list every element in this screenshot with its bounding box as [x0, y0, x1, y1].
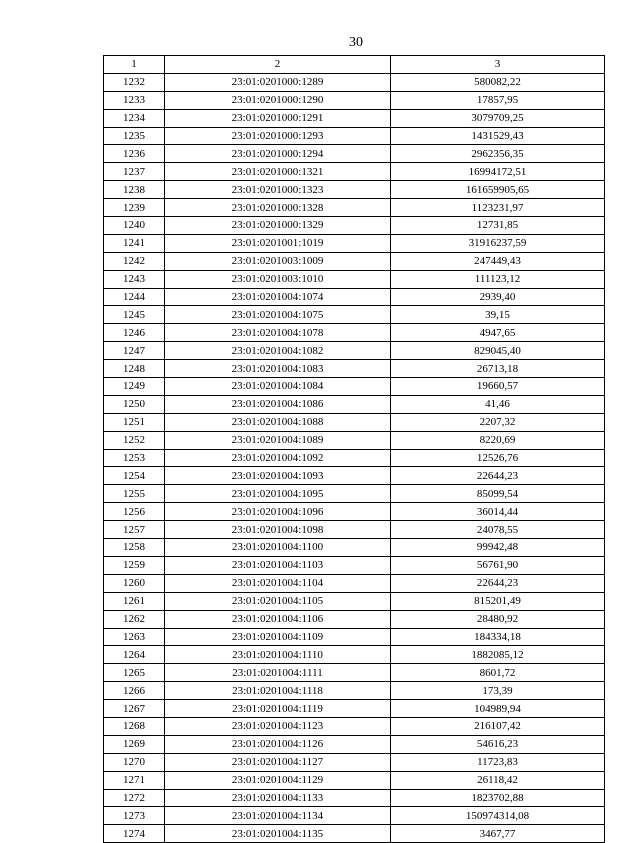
row-number-cell: 1272: [104, 789, 165, 807]
value-cell: 12526,76: [391, 449, 605, 467]
table-row: [104, 270, 605, 288]
table-row: [104, 342, 605, 360]
value-cell: 173,39: [391, 682, 605, 700]
value-cell: 216107,42: [391, 717, 605, 735]
table-row: [104, 324, 605, 342]
row-number-cell: 1273: [104, 807, 165, 825]
table-row: [104, 378, 605, 396]
page-number: 30: [349, 35, 363, 50]
cadastral-number-cell: 23:01:0201000:1323: [165, 181, 391, 199]
value-cell: 26713,18: [391, 360, 605, 378]
table-row: [104, 127, 605, 145]
table-row: [104, 521, 605, 539]
row-number-cell: 1251: [104, 413, 165, 431]
row-number-cell: 1243: [104, 270, 165, 288]
value-cell: 19660,57: [391, 378, 605, 396]
column-header: 1: [104, 56, 165, 74]
table-row: [104, 449, 605, 467]
table-row: [104, 431, 605, 449]
table-row: [104, 592, 605, 610]
value-cell: 41,46: [391, 395, 605, 413]
column-header: 2: [165, 56, 391, 74]
table-header-row: [104, 56, 605, 74]
cadastral-number-cell: 23:01:0201004:1078: [165, 324, 391, 342]
value-cell: 12731,85: [391, 217, 605, 235]
cadastral-number-cell: 23:01:0201000:1291: [165, 109, 391, 127]
value-cell: 580082,22: [391, 73, 605, 91]
value-cell: 829045,40: [391, 342, 605, 360]
table-row: [104, 807, 605, 825]
cadastral-number-cell: 23:01:0201000:1321: [165, 163, 391, 181]
row-number-cell: 1250: [104, 395, 165, 413]
table-row: [104, 91, 605, 109]
cadastral-number-cell: 23:01:0201004:1133: [165, 789, 391, 807]
value-cell: 22644,23: [391, 574, 605, 592]
table-row: [104, 664, 605, 682]
table-row: [104, 539, 605, 557]
value-cell: 39,15: [391, 306, 605, 324]
cadastral-number-cell: 23:01:0201004:1089: [165, 431, 391, 449]
row-number-cell: 1254: [104, 467, 165, 485]
row-number-cell: 1238: [104, 181, 165, 199]
value-cell: 8220,69: [391, 431, 605, 449]
value-cell: 31916237,59: [391, 234, 605, 252]
row-number-cell: 1233: [104, 91, 165, 109]
cadastral-number-cell: 23:01:0201004:1118: [165, 682, 391, 700]
row-number-cell: 1252: [104, 431, 165, 449]
cadastral-number-cell: 23:01:0201004:1074: [165, 288, 391, 306]
value-cell: 111123,12: [391, 270, 605, 288]
value-cell: 1823702,88: [391, 789, 605, 807]
value-cell: 16994172,51: [391, 163, 605, 181]
cadastral-number-cell: 23:01:0201004:1135: [165, 825, 391, 843]
table-row: [104, 646, 605, 664]
value-cell: 184334,18: [391, 628, 605, 646]
table-row: [104, 395, 605, 413]
row-number-cell: 1261: [104, 592, 165, 610]
value-cell: 247449,43: [391, 252, 605, 270]
value-cell: 56761,90: [391, 556, 605, 574]
cadastral-number-cell: 23:01:0201000:1329: [165, 217, 391, 235]
cadastral-number-cell: 23:01:0201004:1095: [165, 485, 391, 503]
table-row: [104, 825, 605, 843]
table-row: [104, 252, 605, 270]
cadastral-number-cell: 23:01:0201004:1082: [165, 342, 391, 360]
table-body: [104, 73, 605, 842]
value-cell: 150974314,08: [391, 807, 605, 825]
row-number-cell: 1258: [104, 539, 165, 557]
cadastral-number-cell: 23:01:0201000:1328: [165, 199, 391, 217]
table-row: [104, 503, 605, 521]
row-number-cell: 1269: [104, 735, 165, 753]
row-number-cell: 1232: [104, 73, 165, 91]
row-number-cell: 1267: [104, 700, 165, 718]
value-cell: 2962356,35: [391, 145, 605, 163]
value-cell: 36014,44: [391, 503, 605, 521]
table-row: [104, 413, 605, 431]
row-number-cell: 1257: [104, 521, 165, 539]
table-row: [104, 717, 605, 735]
value-cell: 28480,92: [391, 610, 605, 628]
table-row: [104, 163, 605, 181]
row-number-cell: 1244: [104, 288, 165, 306]
cadastral-number-cell: 23:01:0201003:1010: [165, 270, 391, 288]
cadastral-number-cell: 23:01:0201004:1127: [165, 753, 391, 771]
cadastral-number-cell: 23:01:0201000:1293: [165, 127, 391, 145]
table-row: [104, 306, 605, 324]
row-number-cell: 1245: [104, 306, 165, 324]
table-row: [104, 288, 605, 306]
cadastral-number-cell: 23:01:0201004:1110: [165, 646, 391, 664]
value-cell: 54616,23: [391, 735, 605, 753]
table-row: [104, 628, 605, 646]
value-cell: 11723,83: [391, 753, 605, 771]
cadastral-number-cell: 23:01:0201004:1106: [165, 610, 391, 628]
row-number-cell: 1242: [104, 252, 165, 270]
table-row: [104, 467, 605, 485]
table-row: [104, 145, 605, 163]
row-number-cell: 1264: [104, 646, 165, 664]
value-cell: 104989,94: [391, 700, 605, 718]
table-row: [104, 610, 605, 628]
cadastral-number-cell: 23:01:0201001:1019: [165, 234, 391, 252]
table-row: [104, 181, 605, 199]
value-cell: 22644,23: [391, 467, 605, 485]
cadastral-number-cell: 23:01:0201004:1083: [165, 360, 391, 378]
table-row: [104, 485, 605, 503]
column-header: 3: [391, 56, 605, 74]
value-cell: 2939,40: [391, 288, 605, 306]
row-number-cell: 1249: [104, 378, 165, 396]
cadastral-number-cell: 23:01:0201004:1109: [165, 628, 391, 646]
value-cell: 85099,54: [391, 485, 605, 503]
row-number-cell: 1240: [104, 217, 165, 235]
table-row: [104, 234, 605, 252]
row-number-cell: 1236: [104, 145, 165, 163]
value-cell: 4947,65: [391, 324, 605, 342]
value-cell: 26118,42: [391, 771, 605, 789]
value-cell: 3079709,25: [391, 109, 605, 127]
cadastral-number-cell: 23:01:0201004:1075: [165, 306, 391, 324]
table-row: [104, 789, 605, 807]
row-number-cell: 1262: [104, 610, 165, 628]
cadastral-number-cell: 23:01:0201004:1093: [165, 467, 391, 485]
table-row: [104, 199, 605, 217]
row-number-cell: 1268: [104, 717, 165, 735]
cadastral-number-cell: 23:01:0201004:1088: [165, 413, 391, 431]
row-number-cell: 1260: [104, 574, 165, 592]
table-row: [104, 217, 605, 235]
value-cell: 3467,77: [391, 825, 605, 843]
table-row: [104, 556, 605, 574]
value-cell: 1123231,97: [391, 199, 605, 217]
cadastral-number-cell: 23:01:0201004:1126: [165, 735, 391, 753]
row-number-cell: 1247: [104, 342, 165, 360]
cadastral-number-cell: 23:01:0201004:1123: [165, 717, 391, 735]
cadastral-number-cell: 23:01:0201004:1084: [165, 378, 391, 396]
row-number-cell: 1259: [104, 556, 165, 574]
value-cell: 99942,48: [391, 539, 605, 557]
cadastral-number-cell: 23:01:0201004:1111: [165, 664, 391, 682]
row-number-cell: 1235: [104, 127, 165, 145]
row-number-cell: 1255: [104, 485, 165, 503]
row-number-cell: 1248: [104, 360, 165, 378]
cadastral-number-cell: 23:01:0201004:1134: [165, 807, 391, 825]
row-number-cell: 1266: [104, 682, 165, 700]
row-number-cell: 1239: [104, 199, 165, 217]
table-row: [104, 753, 605, 771]
row-number-cell: 1234: [104, 109, 165, 127]
cadastral-number-cell: 23:01:0201000:1289: [165, 73, 391, 91]
cadastral-number-cell: 23:01:0201000:1290: [165, 91, 391, 109]
table-row: [104, 360, 605, 378]
table-row: [104, 73, 605, 91]
cadastral-number-cell: 23:01:0201004:1103: [165, 556, 391, 574]
value-cell: 815201,49: [391, 592, 605, 610]
value-cell: 17857,95: [391, 91, 605, 109]
cadastral-number-cell: 23:01:0201000:1294: [165, 145, 391, 163]
row-number-cell: 1274: [104, 825, 165, 843]
row-number-cell: 1263: [104, 628, 165, 646]
value-cell: 1882085,12: [391, 646, 605, 664]
value-cell: 24078,55: [391, 521, 605, 539]
row-number-cell: 1253: [104, 449, 165, 467]
table-row: [104, 735, 605, 753]
cadastral-number-cell: 23:01:0201004:1105: [165, 592, 391, 610]
row-number-cell: 1265: [104, 664, 165, 682]
table-row: [104, 771, 605, 789]
table-row: [104, 574, 605, 592]
cadastral-number-cell: 23:01:0201004:1098: [165, 521, 391, 539]
cadastral-number-cell: 23:01:0201004:1119: [165, 700, 391, 718]
cadastral-number-cell: 23:01:0201004:1096: [165, 503, 391, 521]
row-number-cell: 1270: [104, 753, 165, 771]
cadastral-number-cell: 23:01:0201004:1092: [165, 449, 391, 467]
cadastral-number-cell: 23:01:0201004:1129: [165, 771, 391, 789]
row-number-cell: 1246: [104, 324, 165, 342]
value-cell: 1431529,43: [391, 127, 605, 145]
table-row: [104, 109, 605, 127]
cadastral-number-cell: 23:01:0201003:1009: [165, 252, 391, 270]
cadastral-number-cell: 23:01:0201004:1104: [165, 574, 391, 592]
row-number-cell: 1256: [104, 503, 165, 521]
data-table: [103, 55, 605, 843]
row-number-cell: 1241: [104, 234, 165, 252]
value-cell: 2207,32: [391, 413, 605, 431]
row-number-cell: 1271: [104, 771, 165, 789]
value-cell: 8601,72: [391, 664, 605, 682]
table-row: [104, 700, 605, 718]
table-row: [104, 682, 605, 700]
row-number-cell: 1237: [104, 163, 165, 181]
value-cell: 161659905,65: [391, 181, 605, 199]
cadastral-number-cell: 23:01:0201004:1086: [165, 395, 391, 413]
cadastral-number-cell: 23:01:0201004:1100: [165, 539, 391, 557]
